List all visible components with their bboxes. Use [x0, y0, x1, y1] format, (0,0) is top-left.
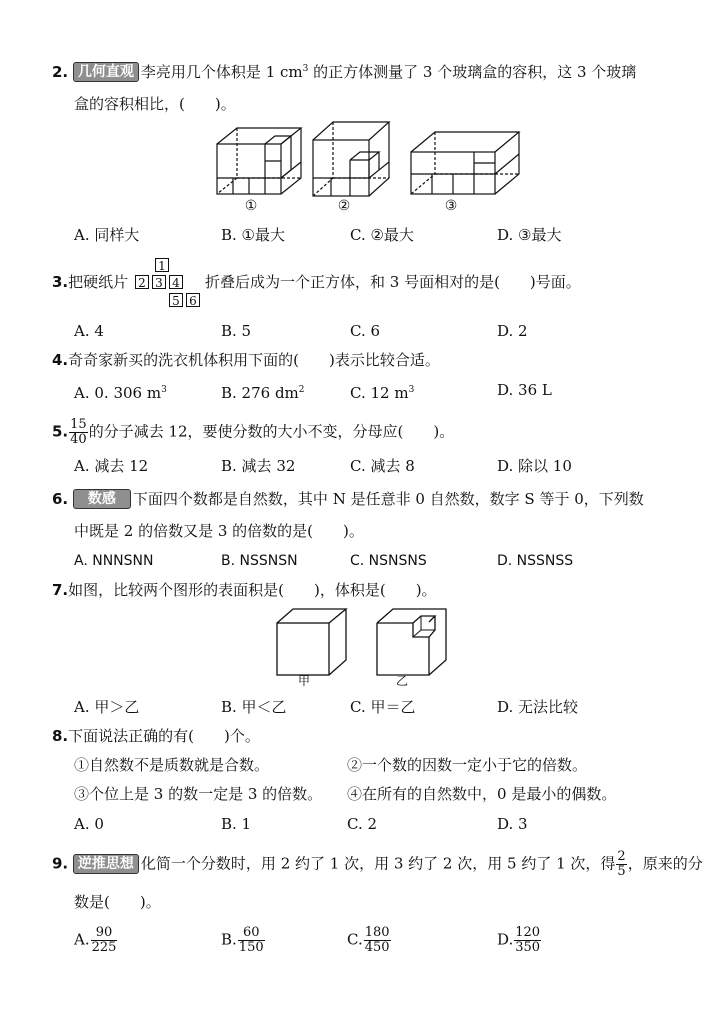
- q8-option-c[interactable]: C. 2: [347, 815, 378, 833]
- q2-fig-label-1: ①: [244, 198, 258, 214]
- q5-stem: 5. $\frac{15}{40}$ 的分子减去 12，要使分数的大小不变，分母应( )。: [52, 417, 455, 447]
- q9-result-fraction: $\frac{2}{5}$: [617, 849, 626, 879]
- q2-option-d[interactable]: D. ③最大: [497, 226, 562, 244]
- q5-option-a[interactable]: A. 减去 12: [74, 457, 149, 475]
- q2-glass-box-3: [410, 130, 520, 196]
- q6-number: 6.: [52, 490, 69, 508]
- q7-cube-jia: [276, 608, 348, 676]
- q7-option-a[interactable]: A. 甲＞乙: [74, 698, 140, 716]
- q3-stem-a: 3.把硬纸片: [52, 273, 129, 291]
- q5-option-d[interactable]: D. 除以 10: [497, 457, 572, 475]
- q2-option-c[interactable]: C. ②最大: [350, 226, 414, 244]
- q9-option-d[interactable]: D. $\frac{120}{350}$: [497, 925, 541, 955]
- q6-tag: 数感: [73, 489, 131, 509]
- q8-statement-3: ③个位上是 3 的数一定是 3 的倍数。: [74, 785, 323, 803]
- q6-stem-line1: 6. 数感 下面四个数都是自然数，其中 N 是任意非 0 自然数，数字 S 等于 0，下列数: [52, 490, 644, 508]
- q2-option-a[interactable]: A. 同样大: [74, 226, 140, 244]
- q5-option-b[interactable]: B. 减去 32: [221, 457, 296, 475]
- q2-number: 2.: [52, 63, 69, 81]
- q6-option-d[interactable]: D. NSSNSS: [497, 553, 574, 569]
- q3-option-d[interactable]: D. 2: [497, 322, 528, 340]
- q2-fig-label-2: ②: [337, 198, 351, 214]
- q3-option-c[interactable]: C. 6: [350, 322, 381, 340]
- q4-number: 4.: [52, 351, 69, 369]
- q6-option-c[interactable]: C. NSNSNS: [350, 553, 427, 569]
- q4-option-b[interactable]: B. 276 $dm^2$: [221, 384, 305, 402]
- q8-stem: 8.下面说法正确的有( )个。: [52, 727, 260, 745]
- q3-number: 3.: [52, 273, 69, 291]
- q9-number: 9.: [52, 854, 69, 873]
- q5-number: 5.: [52, 422, 69, 441]
- q2-glass-box-1: [216, 126, 306, 196]
- q6-option-a[interactable]: A. NNNSNN: [74, 553, 154, 569]
- q8-number: 8.: [52, 727, 69, 745]
- q8-statement-4: ④在所有的自然数中，0 是最小的偶数。: [347, 785, 617, 803]
- q9-stem-line2: 数是( )。: [74, 893, 161, 911]
- q6-stem-line2: 中既是 2 的倍数又是 3 的倍数的是( )。: [74, 522, 364, 540]
- q8-option-b[interactable]: B. 1: [221, 815, 252, 833]
- q8-option-a[interactable]: A. 0: [74, 815, 104, 833]
- q5-option-c[interactable]: C. 减去 8: [350, 457, 415, 475]
- q9-option-a[interactable]: A. $\frac{90}{225}$: [74, 925, 117, 955]
- q6-option-b[interactable]: B. NSSNSN: [221, 553, 298, 569]
- q7-number: 7.: [52, 581, 69, 599]
- q3-stem-b: 折叠后成为一个正方体，和 3 号面相对的是( )号面。: [205, 273, 581, 291]
- q9-option-c[interactable]: C. $\frac{180}{450}$: [347, 925, 390, 955]
- q7-option-b[interactable]: B. 甲＜乙: [221, 698, 287, 716]
- q7-label-yi: 乙: [395, 674, 408, 688]
- q7-option-c[interactable]: C. 甲＝乙: [350, 698, 416, 716]
- q3-option-a[interactable]: A. 4: [74, 322, 104, 340]
- q7-stem: 7.如图，比较两个图形的表面积是( )，体积是( )。: [52, 581, 437, 599]
- q9-tag: 逆推思想: [73, 854, 139, 874]
- q7-option-d[interactable]: D. 无法比较: [497, 698, 579, 716]
- q7-cube-yi: [376, 608, 448, 676]
- q2-stem-line1: 2. 几何直观 李亮用几个体积是 1 $cm^3$ 的正方体测量了 3 个玻璃盒的容积，这 3 个玻璃: [52, 63, 637, 81]
- q3-option-b[interactable]: B. 5: [221, 322, 252, 340]
- q8-option-d[interactable]: D. 3: [497, 815, 528, 833]
- q8-statement-2: ②一个数的因数一定小于它的倍数。: [347, 756, 588, 774]
- q9-stem-line1: 9. 逆推思想 化简一个分数时，用 2 约了 1 次，用 3 约了 2 次，用 5 约了 1 次，得 $\frac{2}{5}$ ，原来的分: [52, 849, 703, 879]
- q2-fig-label-3: ③: [444, 198, 458, 214]
- q4-option-a[interactable]: A. 0. 306 $m^3$: [74, 384, 167, 402]
- q9-option-b[interactable]: B. $\frac{60}{150}$: [221, 925, 264, 955]
- q2-stem-line2: 盒的容积相比，( )。: [74, 95, 236, 113]
- q7-label-jia: 甲: [297, 674, 310, 688]
- q2-glass-box-2: [312, 120, 394, 198]
- q5-fraction: $\frac{15}{40}$: [70, 417, 87, 447]
- worksheet-page: 2. 几何直观 李亮用几个体积是 1 $cm^3$ 的正方体测量了 3 个玻璃盒的容积，这 3 个玻璃 盒的容积相比，( )。 ① ② ③ A. 同样大 B. ①最大 C. ②最大 D. ③最大 3.把硬纸片 1 2 3 4 5 6 折叠后成为一个正方体，和 3 号面相对的是( )号面。 A. 4 B. 5 C. 6 D. 2 4.奇奇家新买的洗衣机体积用下面的( )表示比较合适。 A. 0. 306 $m^3$ B. 276 $dm^2$ C. 12 $m^3$ D. 36 L 5. $\frac{15}{40}$ 的分子减去 12，要使分数的大小不变，分母应( )。 A. 减去 12 B. 减去 32 C. 减去 8 D. 除以 10 6. 数感 下面四个数都是自然数，其中 N 是任意非 0 自然数，数字 S 等于 0，下列数 中既是 2 的倍数又是 3 的倍数的是( )。 A. NNNSNN B. NSSNSN C. NSNSNS D. NSSNSS 7.如图，比较两个图形的表面积是( )，体积是( )。 甲 乙 A. 甲＞乙 B. 甲＜乙 C. 甲＝乙 D. 无法比较 8.下面说法正确的有( )个。 ①自然数不是质数就是合数。 ②一个数的因数一定小于它的倍数。 ③个位上是 3 的数一定是 3 的倍数。 ④在所有的自然数中，0 是最小的偶数。 A. 0 B. 1 C. 2 D. 3 9. 逆推思想 化简一个分数时，用 2 约了 1 次，用 3 约了 2 次，用 5 约了 1 次，得 $\frac{2}{5}$ ，原来的分 数是( )。 A. $\frac{90}{225}$ B. $\frac{60}{150}$ C. $\frac{180}{450}$ D. $\frac{120}{350}$: [0, 0, 720, 1019]
- q4-stem: 4.奇奇家新买的洗衣机体积用下面的( )表示比较合适。: [52, 351, 440, 369]
- q2-tag: 几何直观: [73, 62, 139, 82]
- q8-statement-1: ①自然数不是质数就是合数。: [74, 756, 270, 774]
- q2-option-b[interactable]: B. ①最大: [221, 226, 286, 244]
- q4-option-d[interactable]: D. 36 L: [497, 381, 552, 399]
- q4-option-c[interactable]: C. 12 $m^3$: [350, 384, 415, 402]
